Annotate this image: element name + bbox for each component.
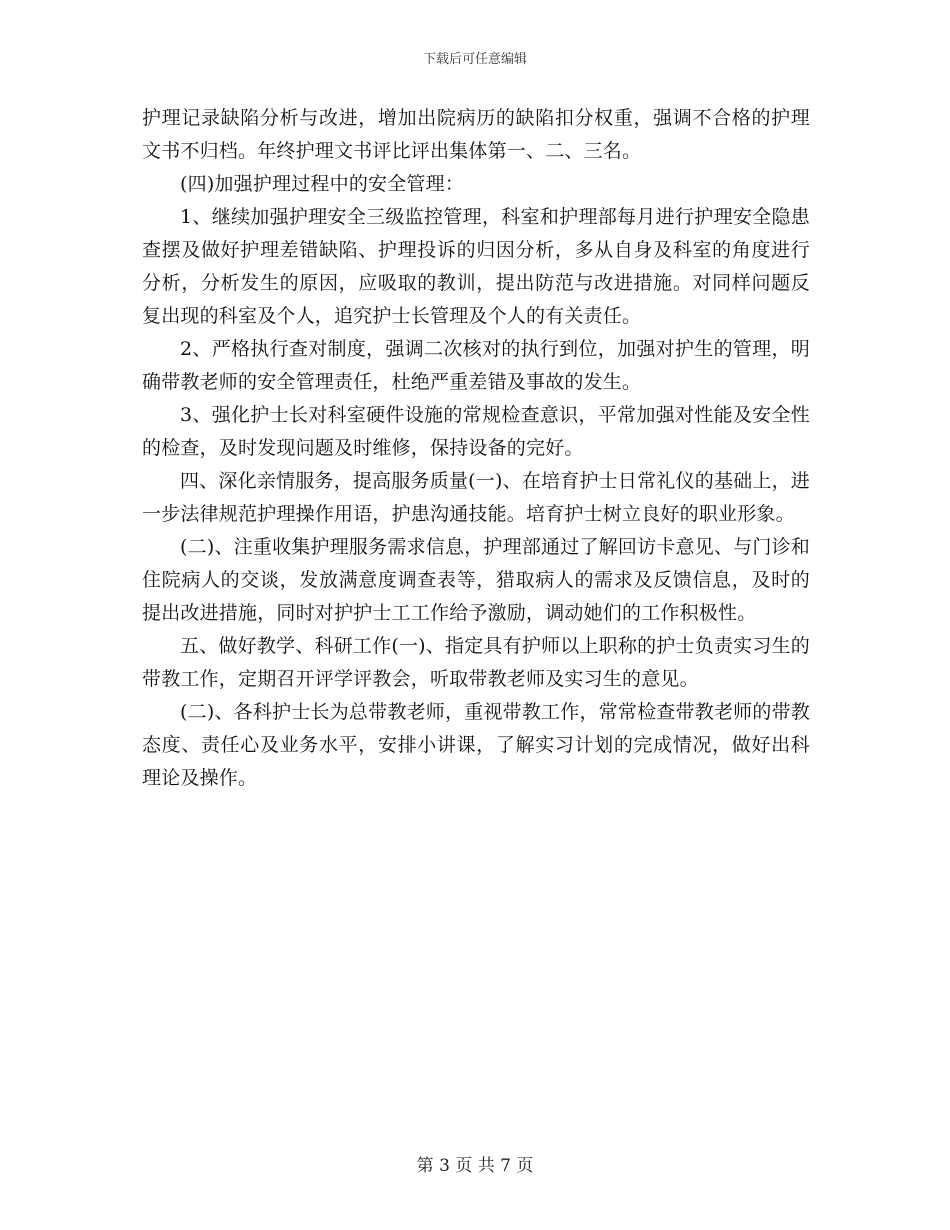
page-header: 下载后可任意编辑 [422,52,527,67]
page-number: 第 3 页 共 7 页 [416,1156,534,1176]
paragraph-section-5-2: (二)、各科护士长为总带教老师，重视带教工作，常常检查带教老师的带教态度、责任心及业务水平，安排小讲课，了解实习计划的完成情况，做好出科理论及操作。 [142,701,810,789]
paragraph-section-4: 四、深化亲情服务，提高服务质量(一)、在培育护士日常礼仪的基础上，进一步法律规范护理操作用语，护患沟通技能。培育护士树立良好的职业形象。 [142,470,810,525]
paragraph-section-4-2: (二)、注重收集护理服务需求信息，护理部通过了解回访卡意见、与门诊和住院病人的交谈，发放满意度调查表等，猎取病人的需求及反馈信息，及时的提出改进措施，同时对护护士工工作给予激励，调动她们的工作积极性。 [142,536,810,624]
paragraph-item-1: 1、继续加强护理安全三级监控管理，科室和护理部每月进行护理安全隐患查摆及做好护理差错缺陷、护理投诉的归因分析，多从自身及科室的角度进行分析，分析发生的原因，应吸取的教训，提出防范与改进措施。对同样问题反复出现的科室及个人，追究护士长管理及个人的有关责任。 [142,206,810,327]
document-body [142,102,810,795]
paragraph-section-heading: (四)加强护理过程中的安全管理： [180,173,465,195]
paragraph-section-5: 五、做好教学、科研工作(一)、指定具有护师以上职称的护士负责实习生的带教工作，定期召开评学评教会，听取带教老师及实习生的意见。 [142,635,810,690]
paragraph-continuation: 护理记录缺陷分析与改进，增加出院病历的缺陷扣分权重，强调不合格的护理文书不归档。年终护理文书评比评出集体第一、二、三名。 [142,107,810,162]
paragraph-item-3: 3、强化护士长对科室硬件设施的常规检查意识，平常加强对性能及安全性的检查，及时发现问题及时维修，保持设备的完好。 [142,404,810,459]
paragraph-item-2: 2、严格执行查对制度，强调二次核对的执行到位，加强对护生的管理，明确带教老师的安全管理责任，杜绝严重差错及事故的发生。 [142,338,810,393]
